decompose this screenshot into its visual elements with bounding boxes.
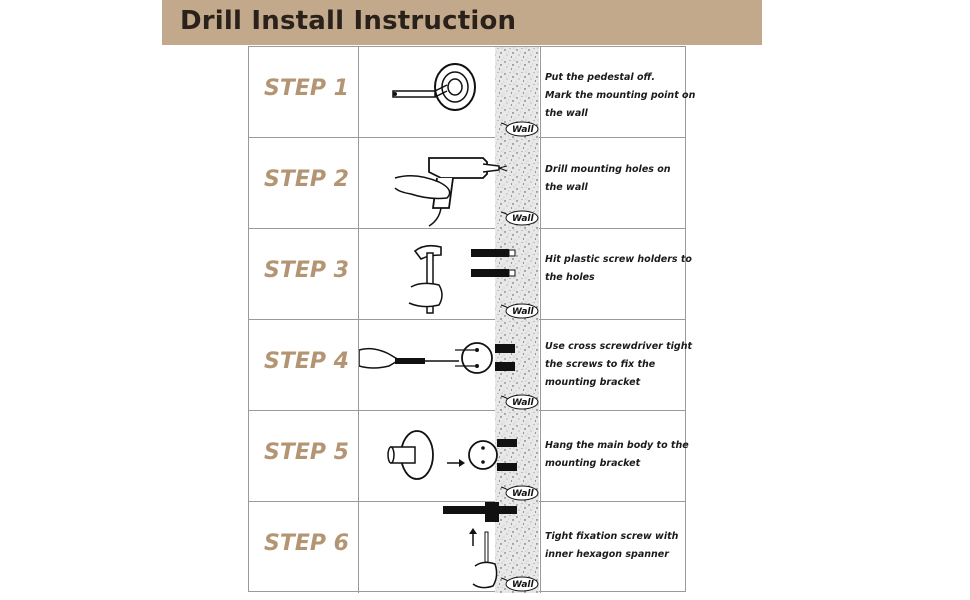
step-description-cell — [541, 320, 693, 410]
mounting-bracket — [469, 441, 497, 469]
mounting-bracket — [462, 343, 492, 373]
step-1-illustration — [359, 47, 541, 137]
step-description: Tight fixation screw with inner hexagon spanner — [545, 531, 679, 560]
hand — [359, 349, 399, 368]
step-label: STEP 6 — [264, 531, 349, 556]
hexagon-spanner — [485, 532, 488, 562]
step-cell — [249, 502, 359, 593]
title-banner — [162, 0, 762, 45]
step-label: STEP 4 — [264, 349, 349, 374]
step-label: STEP 3 — [264, 258, 349, 283]
wall-label: Wall — [512, 307, 534, 317]
wall-label: Wall — [512, 125, 534, 135]
step-description: Hang the main body to the mounting bracket — [545, 440, 689, 469]
arrow-right-icon — [459, 459, 465, 467]
step-6-illustration — [359, 502, 541, 593]
step-cell — [249, 229, 359, 319]
step-row-3 — [249, 229, 692, 320]
step-row-4 — [249, 320, 693, 411]
hand — [409, 283, 442, 306]
hand — [473, 562, 497, 587]
step-label: STEP 2 — [264, 167, 349, 192]
step-cell — [249, 320, 359, 410]
step-label: STEP 1 — [264, 76, 349, 101]
arrow-up-icon — [469, 528, 477, 534]
step-description-cell — [541, 411, 689, 501]
step-cell — [249, 138, 359, 228]
pedestal-rod — [393, 91, 435, 97]
step-2-illustration — [359, 138, 541, 228]
step-description-cell — [541, 229, 692, 319]
instruction-table — [248, 46, 696, 592]
step-cell — [249, 411, 359, 501]
wall-label: Wall — [512, 580, 534, 590]
drill-body — [429, 158, 487, 178]
step-description: Hit plastic screw holders to the holes — [545, 254, 692, 283]
step-description-cell — [541, 47, 696, 137]
wall-label: Wall — [512, 489, 534, 499]
step-label: STEP 5 — [264, 440, 349, 465]
step-description: Put the pedestal off. Mark the mounting point on the wall — [545, 72, 696, 119]
step-row-5 — [249, 411, 689, 502]
step-5-illustration — [359, 411, 541, 501]
step-3-illustration — [359, 229, 541, 319]
wall-label: Wall — [512, 214, 534, 224]
step-description: Drill mounting holes on the wall — [545, 164, 671, 193]
wall-label: Wall — [512, 398, 534, 408]
page-title: Drill Install Instruction — [180, 6, 517, 36]
step-cell — [249, 47, 359, 137]
step-4-illustration — [359, 320, 541, 410]
step-row-1 — [249, 47, 696, 138]
screw-holder — [471, 269, 509, 277]
screw-holder — [471, 249, 509, 257]
step-description-cell — [541, 138, 685, 228]
step-row-2 — [249, 138, 685, 229]
step-description: Use cross screwdriver tight the screws to fix the mounting bracket — [545, 341, 693, 388]
step-row-6 — [249, 502, 685, 593]
screwdriver-handle — [395, 358, 425, 364]
step-description-cell — [541, 502, 685, 593]
